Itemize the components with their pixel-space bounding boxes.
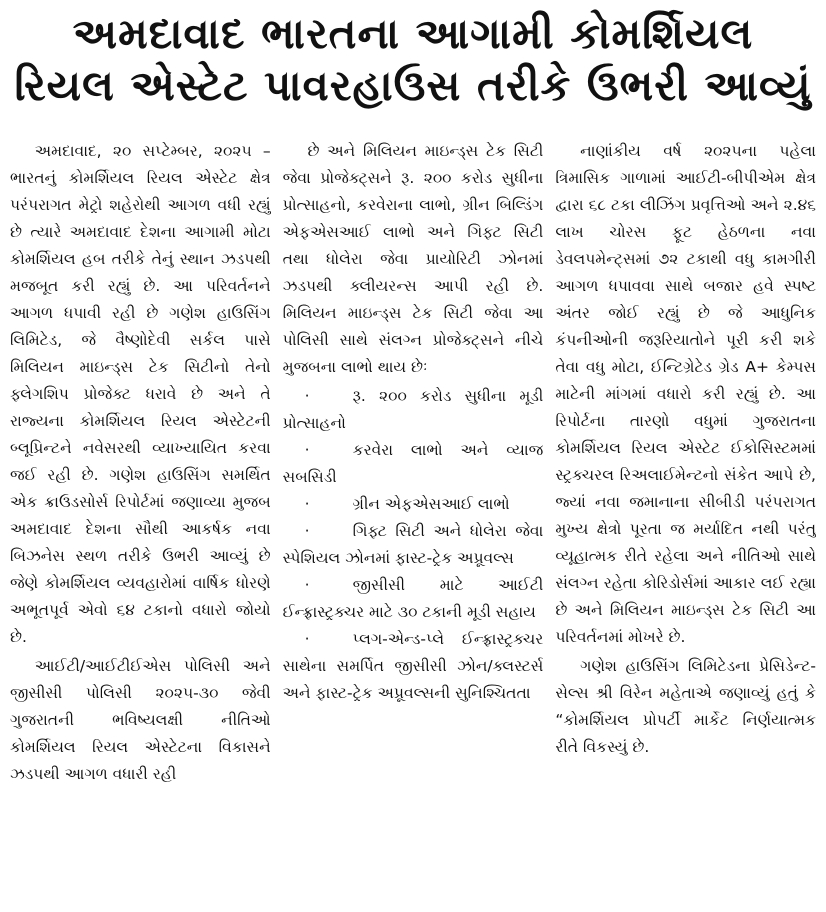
list-item: · જીસીસી માટે આઈટી ઈન્ફ્રાસ્ટ્રક્ચર માટે ૩૦ ટકાની મૂડી સહાય (283, 572, 544, 626)
list-item: · પ્લગ-એન્ડ-પ્લે ઈન્ફ્રાસ્ટ્રક્ચર સાથેના સમર્પિત જીસીસી ઝોન/ક્લસ્ટર્સ અને ફાસ્ટ-ટ્રેક અપ્રૂવલ્સની સુનિશ્ચિતતા (283, 626, 544, 707)
bullet-dot: · (304, 495, 310, 513)
bullet-dot: · (304, 441, 310, 459)
col3-paragraph-2: ગણેશ હાઉસિંગ લિમિટેડના પ્રેસિડેન્ટ-સેલ્સ શ્રી વિરેન મહેતાએ જણાવ્યું હતું કે “કોમર્શિયલ પ્રોપર્ટી માર્કેટ નિર્ણયાત્મક રીતે વિકસ્યું છે. (555, 657, 816, 756)
list-item: · ગ્રીન એફએસઆઈ લાભો (283, 491, 544, 518)
col2-paragraph-1: છે અને મિલિયન માઇન્ડ્સ ટેક સિટી જેવા પ્રોજેક્ટ્સને રૂ. ૨૦૦ કરોડ સુધીના પ્રોત્સાહનો, કરવેરાના લાભો, ગ્રીન બિલ્ડિંગ એફએસઆઈ લાભો અને ગિફ્ટ સિટી તથા ધોલેરા જેવા પ્રાયોરિટી ઝોનમાં ઝડપથી ક્લીયરન્સ આપી રહી છે. મિલિયન માઇન્ડ્સ ટેક સિટી જેવા આ પોલિસી સાથે સંલગ્ન પ્રોજેક્ટ્સને નીચે મુજબના લાભો થાય છેઃ (282, 142, 544, 376)
col3-paragraph-1: નાણાંકીય વર્ષ ૨૦૨૫ના પહેલા ત્રિમાસિક ગાળામાં આઈટી-બીપીએમ ક્ષેત્ર દ્વારા ૬૮ ટકા લીઝિંગ પ્રવૃત્તિઓ અને ૨.૪૬ લાખ ચોરસ ફૂટ હેઠળના નવા ડેવલપમેન્ટ્સમાં ૭૨ ટકાથી વધુ કામગીરી આગળ ધપાવવા સાથે બજાર હવે સ્પષ્ટ અંતર જોઈ રહ્યું છે જે આધુનિક કંપનીઓની જરૂરિયાતોને પૂરી કરી શકે તેવા વધુ મોટા, ઈન્ટિગ્રેટેડ ગ્રેડ A+ કેમ્પસ માટેની માંગમાં વધારો કરી રહ્યું છે. આ રિપોર્ટના તારણો વધુમાં ગુજરાતના કોમર્શિયલ રિયલ એસ્ટેટ ઈકોસિસ્ટમમાં સ્ટ્રક્ચરલ રિઅલાઈમેન્ટનો સંકેત આપે છે, જ્યાં નવા જમાનાના સીબીડી પરંપરાગત મુખ્ય ક્ષેત્રો પૂરતા જ મર્યાદિત નથી પરંતુ વ્યૂહાત્મક રીતે રહેલા અને નીતિઓ સાથે સંલગ્ન રહેતા કોરિડોર્સમાં આકાર લઈ રહ્યા છે અને મિલિયન માઇન્ડ્સ ટેક સિટી આ પરિવર્તનમાં મોખરે છે. (555, 142, 816, 646)
column-1 (10, 138, 271, 906)
headline-line-2: રિયલ એસ્ટેટ પાવરહાઉસ તરીકે ઉભરી આવ્યું (14, 61, 812, 110)
bullet-dot: · (304, 576, 310, 594)
list-item: · રૂ. ૨૦૦ કરોડ સુધીના મૂડી પ્રોત્સાહનો (283, 383, 544, 437)
list-item: · ગિફ્ટ સિટી અને ધોલેરા જેવા સ્પેશિયલ ઝોનમાં ફાસ્ટ-ટ્રેક અપ્રૂવલ્સ (283, 518, 544, 572)
list-item: · કરવેરા લાભો અને વ્યાજ સબસિડી (283, 437, 544, 491)
bullet-dot: · (304, 522, 310, 540)
column-2 (283, 138, 544, 906)
col1-paragraph-1: અમદાવાદ, ૨૦ સપ્ટેમ્બર, ૨૦૨૫ – ભારતનું કોમર્શિયલ રિયલ એસ્ટેટ ક્ષેત્ર પરંપરાગત મેટ્રો શહેરોથી આગળ વધી રહ્યું છે ત્યારે અમદાવાદ દેશના આગામી મોટા કોમર્શિયલ હબ તરીકે તેનું સ્થાન ઝડપથી મજબૂત કરી રહ્યું છે. આ પરિવર્તનને આગળ ધપાવી રહી છે ગણેશ હાઉસિંગ લિમિટેડ, જે વૈષ્ણોદેવી સર્કલ પાસે મિલિયન માઇન્ડ્સ ટેક સિટીનો તેનો ફ્લેગશિપ પ્રોજેક્ટ ધરાવે છે અને તે રાજ્યના કોમર્શિયલ રિયલ એસ્ટેટની બ્લૂપ્રિન્ટને નવેસરથી વ્યાખ્યાયિત કરવા જઈ રહી છે. ગણેશ હાઉસિંગ સમર્થિત એક ક્રાઉડસોર્સ રિપોર્ટમાં જણાવ્યા મુજબ અમદાવાદ દેશના સૌથી આકર્ષક નવા બિઝનેસ સ્થળ તરીકે ઉભરી આવ્યું છે જેણે કોમર્શિયલ વ્યવહારોમાં વાર્ષિક ધોરણે અભૂતપૂર્વ એવો ૬૪ ટકાનો વધારો જોયો છે. (10, 142, 271, 646)
column-3 (555, 138, 816, 906)
headline-line-1: અમદાવાદ ભારતના આગામી કોમર્શિયલ (72, 9, 754, 58)
benefits-list (283, 383, 544, 707)
bullet-dot: · (304, 630, 310, 648)
col1-paragraph-2: આઈટી/આઈટીઈએસ પોલિસી અને જીસીસી પોલિસી ૨૦૨૫-૩૦ જેવી ગુજરાતની ભવિષ્યલક્ષી નીતિઓ કોમર્શિયલ રિયલ એસ્ટેટના વિકાસને ઝડપથી આગળ વધારી રહી (10, 657, 271, 783)
bullet-dot: · (304, 387, 310, 405)
headline (10, 8, 816, 112)
article-columns (10, 138, 816, 906)
